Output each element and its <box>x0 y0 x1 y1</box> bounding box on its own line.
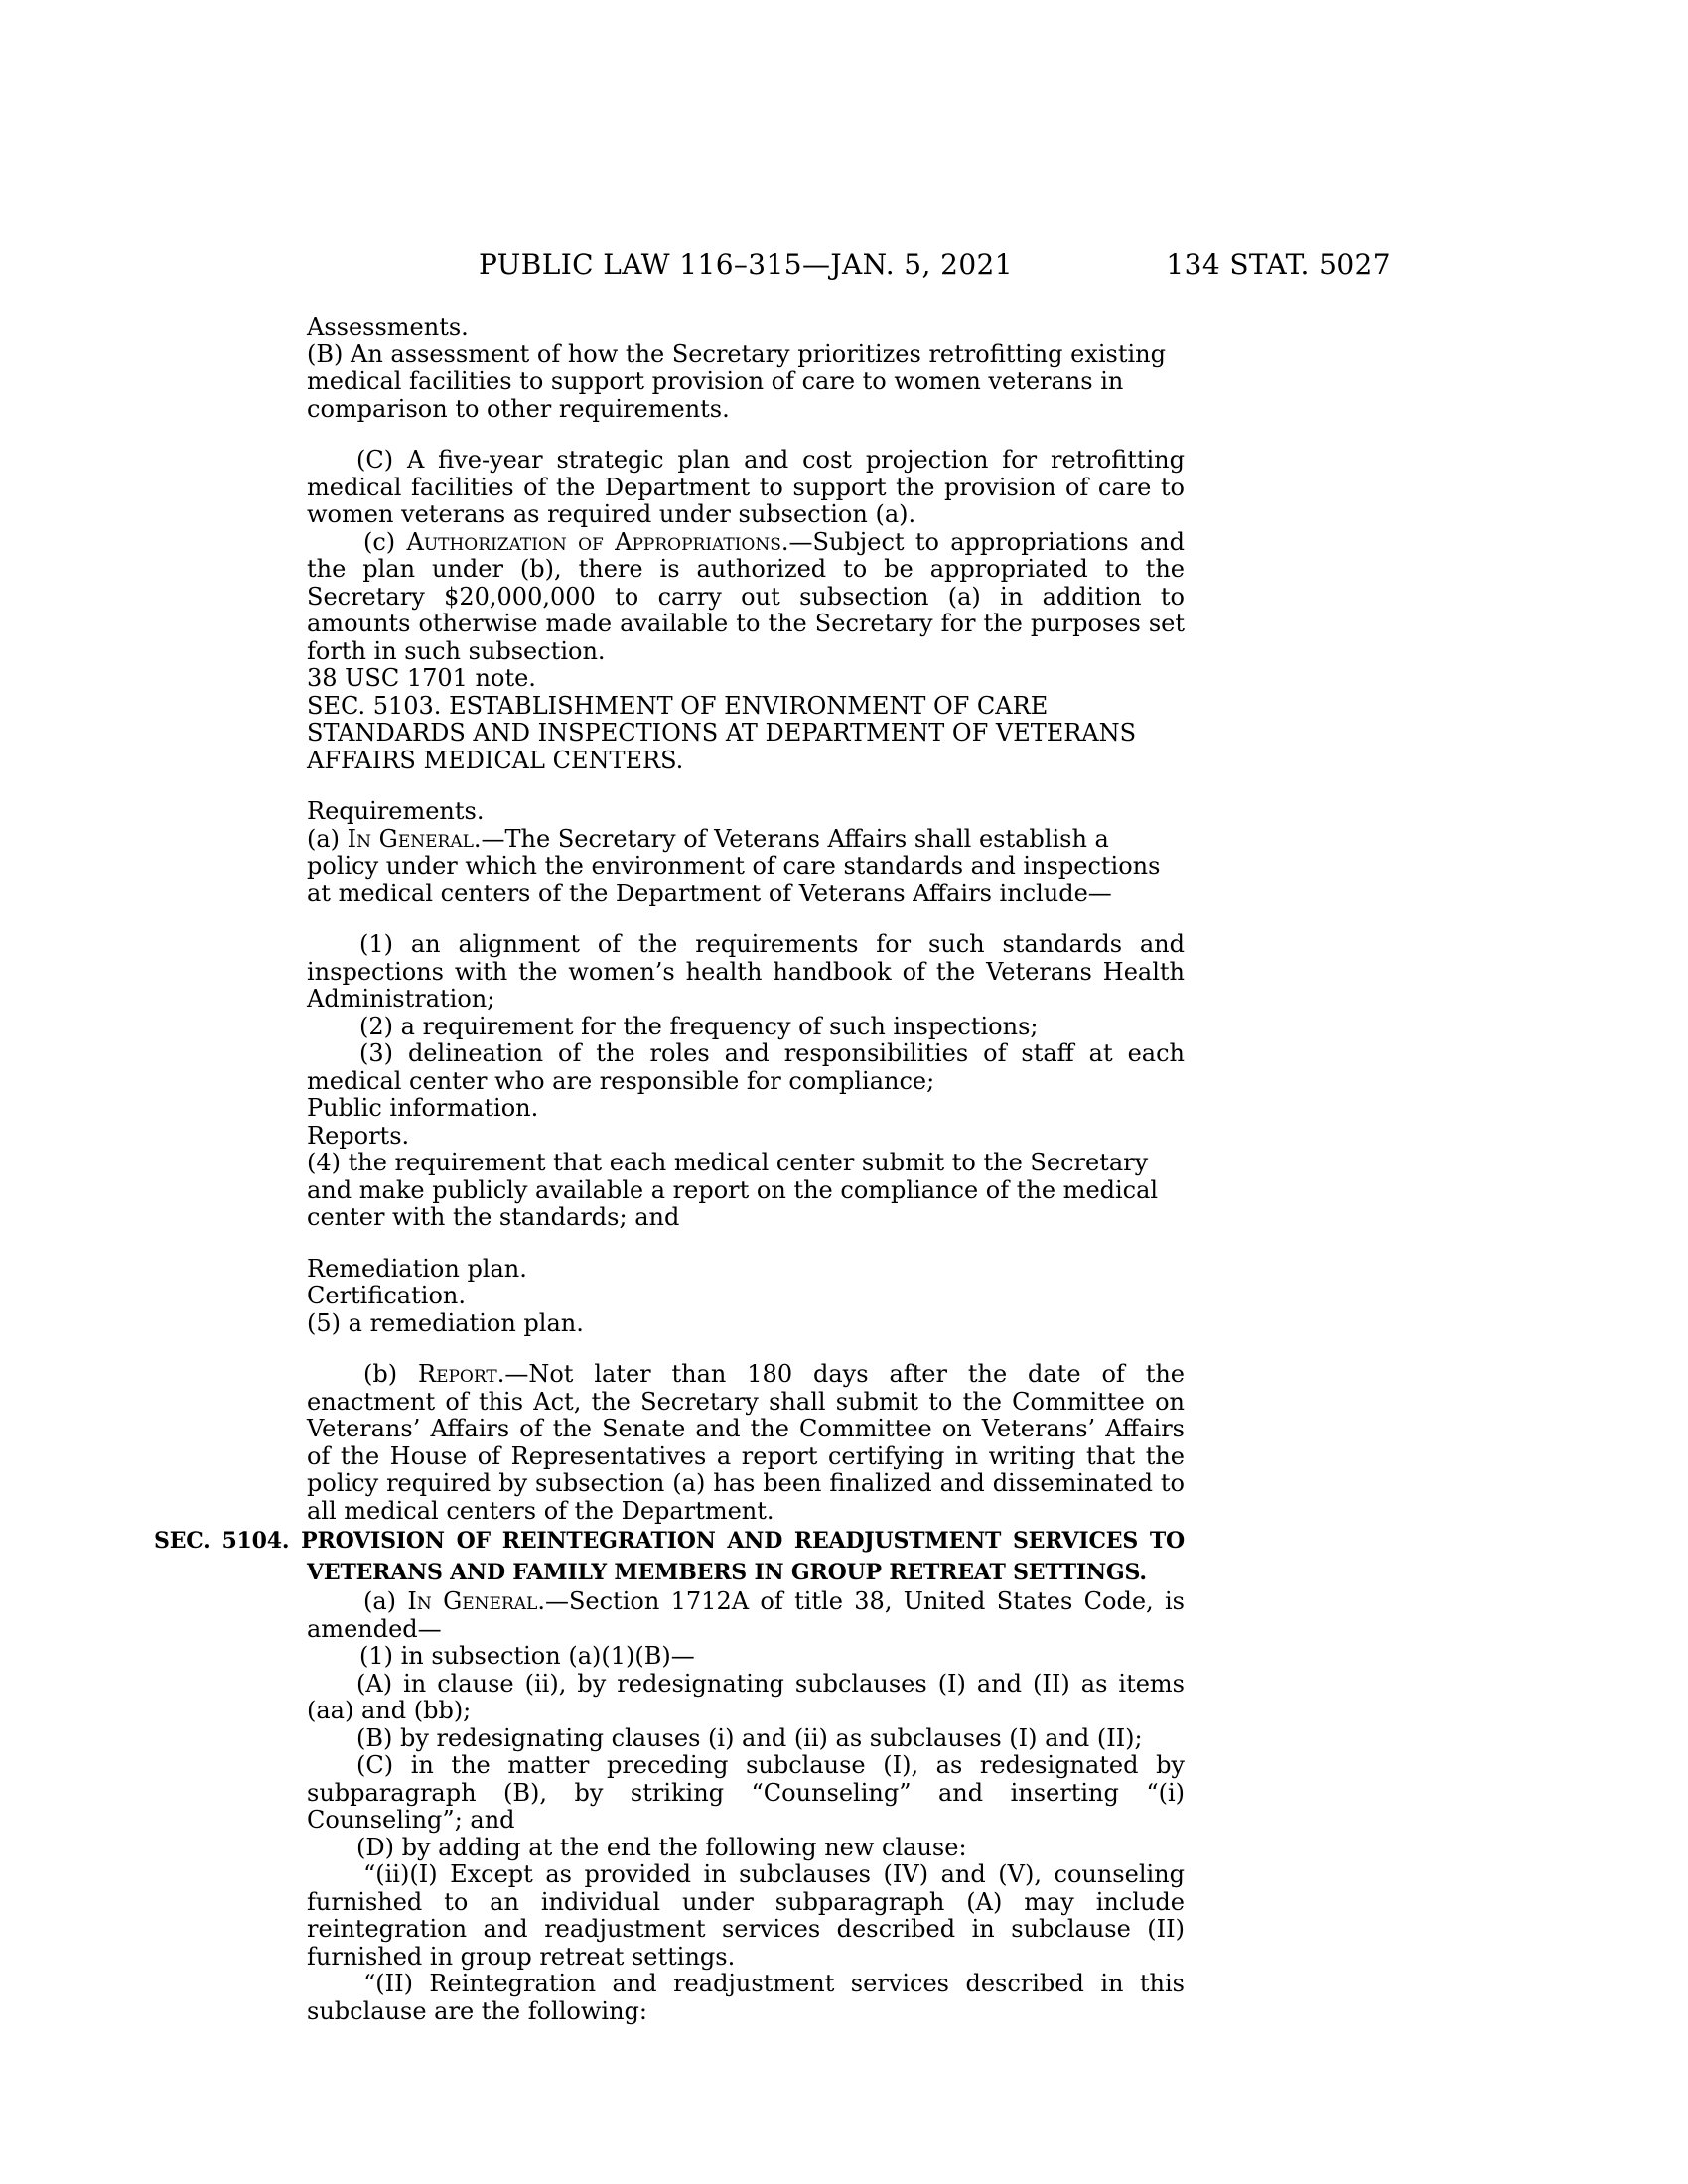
quoted-clause-ii-I <box>307 1861 1185 1971</box>
item-text: (B) by redesignating clauses (i) and (ii) as subclauses (I) and (II); <box>356 1723 1143 1752</box>
sec5104-item-1-D <box>307 1835 1185 1862</box>
paragraph-prefix: (a) <box>363 1587 408 1615</box>
subparagraph-c <box>307 447 1185 529</box>
sec5104-item-1 <box>307 1643 1185 1671</box>
sec5103-item-3 <box>307 1040 1185 1095</box>
item-text: (A) in clause (ii), by redesignating subclauses (I) and (II) as items (aa) and (bb); <box>307 1669 1185 1724</box>
section-heading-text: SEC. 5104. PROVISION OF REINTEGRATION AND READJUSTMENT SERVICES TO VETERANS AND FAMILY MEMBERS IN GROUP RETREAT SETTINGS. <box>154 1528 1185 1585</box>
paragraph-prefix: (a) <box>307 824 348 853</box>
paragraph-text: .—Subject to appropriations and the plan under (b), there is authorized to be appropriated to the Secretary $20,000,000 to carry out subsection (a) in addition to amounts otherwise made available to the Secretary for the purposes set forth in such subsection. <box>307 527 1185 665</box>
margin-note-text: Reports. <box>307 1121 410 1150</box>
paragraph-text: .—Not later than 180 days after the date of the enactment of this Act, the Secretary shall submit to the Committee on Veterans’ Affairs of the Senate and the Committee on Veterans’ Affairs of the House of Representatives a report certifying in writing that the policy required by subsection (a) has been finalized and disseminated to all medical centers of the Department. <box>307 1360 1186 1525</box>
margin-note-text: Remediation plan. <box>307 1254 527 1283</box>
sec5103-item-1 <box>307 931 1185 1014</box>
sec5104-item-1-A <box>307 1671 1185 1725</box>
item-text: (3) delineation of the roles and responsibilities of staff at each medical center who are responsible for compliance; <box>307 1039 1185 1095</box>
quoted-clause-ii-II <box>307 1971 1185 2025</box>
item-text: (5) a remediation plan. <box>307 1308 584 1337</box>
sec5104-paragraph-a <box>307 1588 1185 1643</box>
margin-note-text: 38 USC 1701 note. <box>307 664 536 692</box>
quoted-text: “(ii)(I) Except as provided in subclauses (IV) and (V), counseling furnished to an individual under subparagraph (A) may include reintegration and readjustment services described in subclause (II) furnished in group retreat settings. <box>307 1860 1185 1971</box>
sec5103-paragraph-b <box>307 1361 1185 1525</box>
subparagraph-b-text: (B) An assessment of how the Secretary prioritizes retrofitting existing medical facilities to support provision of care to women veterans in comparison to other requirements. <box>307 340 1166 423</box>
section-heading-text: SEC. 5103. ESTABLISHMENT OF ENVIRONMENT OF CARE STANDARDS AND INSPECTIONS AT DEPARTMENT OF VETERANS AFFAIRS MEDICAL CENTERS. <box>307 691 1137 774</box>
stat-page-number: 134 STAT. 5027 <box>1166 248 1391 281</box>
paragraph-c-authorization <box>307 529 1185 666</box>
subparagraph-c-text: (C) A five-year strategic plan and cost projection for retrofitting medical facilities of the Department to support the provision of care to women veterans as required under subsection (a). <box>307 446 1185 528</box>
item-text: (2) a requirement for the frequency of such inspections; <box>359 1012 1039 1040</box>
section-5104-heading <box>154 1525 1185 1588</box>
paragraph-catchline: In General <box>347 824 474 853</box>
sec5104-item-1-B <box>307 1725 1185 1753</box>
margin-note-text: Public information. <box>307 1094 539 1122</box>
margin-note-text: Requirements. <box>307 797 485 825</box>
paragraph-text: .—The Secretary of Veterans Affairs shall establish a policy under which the environment of care standards and inspections at medical centers of the Department of Veterans Affairs include— <box>307 824 1161 907</box>
page-header <box>307 248 1391 284</box>
item-text: (D) by adding at the end the following new clause: <box>356 1833 967 1861</box>
sec5103-item-2 <box>307 1014 1185 1041</box>
margin-note-text: Certification. <box>307 1282 466 1309</box>
sec5104-item-1-C <box>307 1752 1185 1835</box>
margin-note-text: Assessments. <box>307 313 469 341</box>
item-text: (C) in the matter preceding subclause (I), as redesignated by subparagraph (B), by striking “Counseling” and inserting “(i) Counseling”; and <box>307 1751 1185 1834</box>
paragraph-catchline: In General <box>407 1587 538 1615</box>
paragraph-prefix: (c) <box>363 527 407 556</box>
item-text: (4) the requirement that each medical center submit to the Secretary and make publicly available a report on the compliance of the medical center with the standards; and <box>307 1149 1159 1231</box>
quoted-text: “(II) Reintegration and readjustment services described in this subclause are the following: <box>307 1970 1185 2025</box>
paragraph-catchline: Report <box>418 1360 497 1388</box>
paragraph-text: .—Section 1712A of title 38, United States Code, is amended— <box>307 1587 1185 1643</box>
document-body <box>154 313 1186 2025</box>
law-title: PUBLIC LAW 116–315—JAN. 5, 2021 <box>479 248 1013 281</box>
paragraph-prefix: (b) <box>363 1360 418 1388</box>
item-text: (1) in subsection (a)(1)(B)— <box>359 1642 695 1670</box>
paragraph-catchline: Authorization of Appropriations <box>406 527 781 556</box>
item-text: (1) an alignment of the requirements for such standards and inspections with the women’s health handbook of the Veterans Health Administration; <box>307 930 1185 1013</box>
